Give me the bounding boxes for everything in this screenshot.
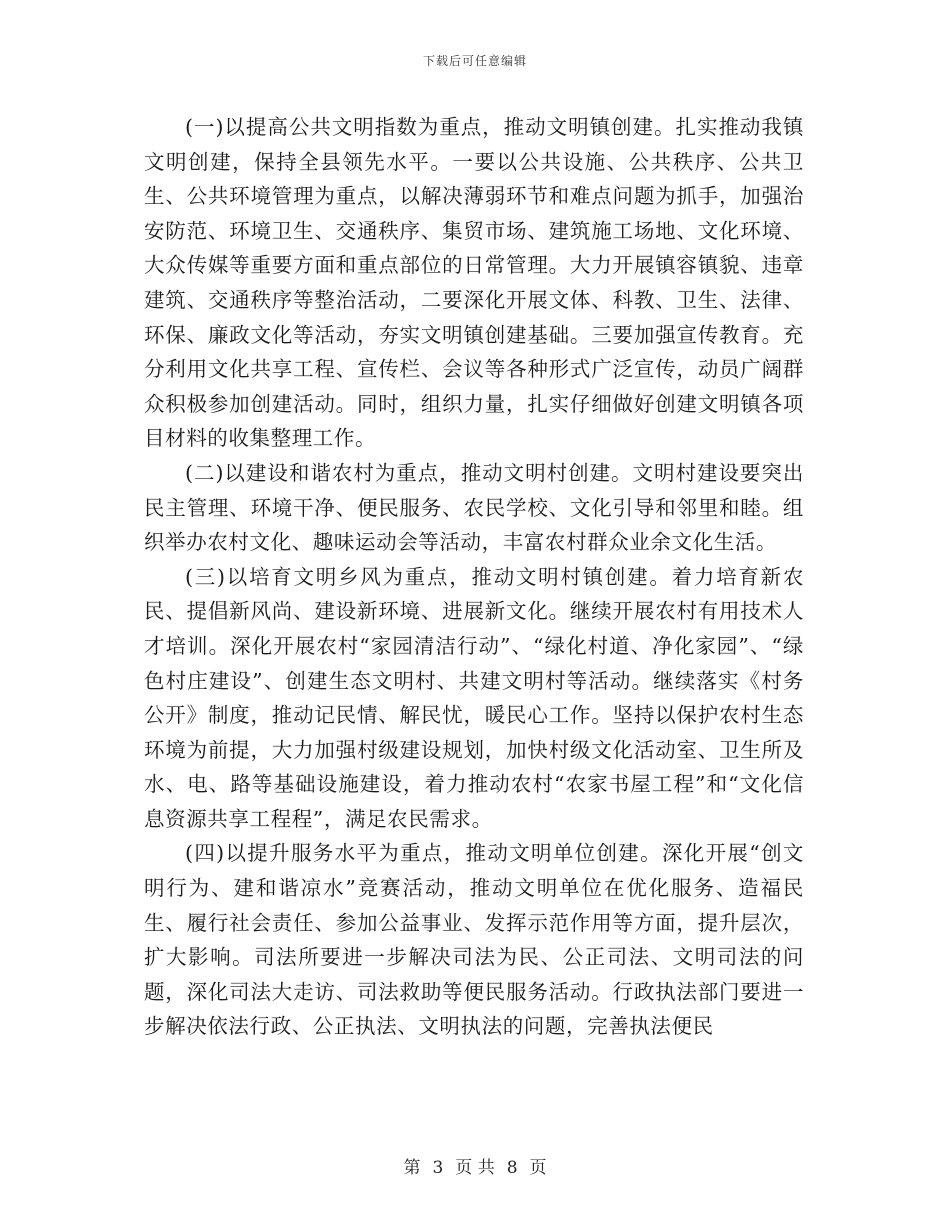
paragraph-4: (四)以提升服务水平为重点，推动文明单位创建。深化开展“创文明行为、建和谐凉水”竞赛活动，推动文明单位在优化服务、造福民生、履行社会责任、参加公益事业、发挥示范作用等方面，提升层次，扩大影响。司法所要进一步解决司法为民、公正司法、文明司法的问题，深化司法大走访、司法救助等便民服务活动。行政执法部门要进一步解决依法行政、公正执法、文明执法的问题，完善执法便民 bbox=[144, 841, 804, 1039]
paragraph-3: (三)以培育文明乡风为重点，推动文明村镇创建。着力培育新农民、提倡新风尚、建设新环境、进展新文化。继续开展农村有用技术人才培训。深化开展农村“家园清洁行动”、“绿化村道、净化家园”、“绿色村庄建设”、创建生态文明村、共建文明村等活动。继续落实《村务公开》制度，推动记民情、解民忧，暖民心工作。坚持以保护农村生态环境为前提，大力加强村级建设规划，加快村级文化活动室、卫生所及水、电、路等基础设施建设，着力推动农村“农家书屋工程”和“文化信息资源共享工程程”，满足农民需求。 bbox=[144, 564, 804, 831]
footer-prefix: 第 bbox=[403, 1158, 421, 1178]
page-footer bbox=[0, 1153, 950, 1178]
footer-total-pages: 8 bbox=[506, 1158, 518, 1178]
footer-middle: 页 共 bbox=[455, 1158, 495, 1178]
paragraph-1: (一)以提高公共文明指数为重点，推动文明镇创建。扎实推动我镇文明创建，保持全县领先水平。一要以公共设施、公共秩序、公共卫生、公共环境管理为重点，以解决薄弱环节和难点问题为抓手，加强治安防范、环境卫生、交通秩序、集贸市场、建筑施工场地、文化环境、大众传媒等重要方面和重点部位的日常管理。大力开展镇容镇貌、违章建筑、交通秩序等整治活动，二要深化开展文体、科教、卫生、法律、环保、廉政文化等活动，夯实文明镇创建基础。三要加强宣传教育。充分利用文化共享工程、宣传栏、会议等各种形式广泛宣传，动员广阔群众积极参加创建活动。同时，组织力量，扎实仔细做好创建文明镇各项目材料的收集整理工作。 bbox=[144, 115, 804, 451]
footer-suffix: 页 bbox=[529, 1158, 547, 1178]
document-body bbox=[144, 110, 804, 1044]
paragraph-2: (二)以建设和谐农村为重点，推动文明村创建。文明村建设要突出民主管理、环境干净、便民服务、农民学校、文化引导和邻里和睦。组织举办农村文化、趣味运动会等活动，丰富农村群众业余文化生活。 bbox=[144, 460, 804, 555]
footer-page-number: 3 bbox=[432, 1158, 444, 1178]
header-note: 下载后可任意编辑 bbox=[422, 54, 527, 68]
